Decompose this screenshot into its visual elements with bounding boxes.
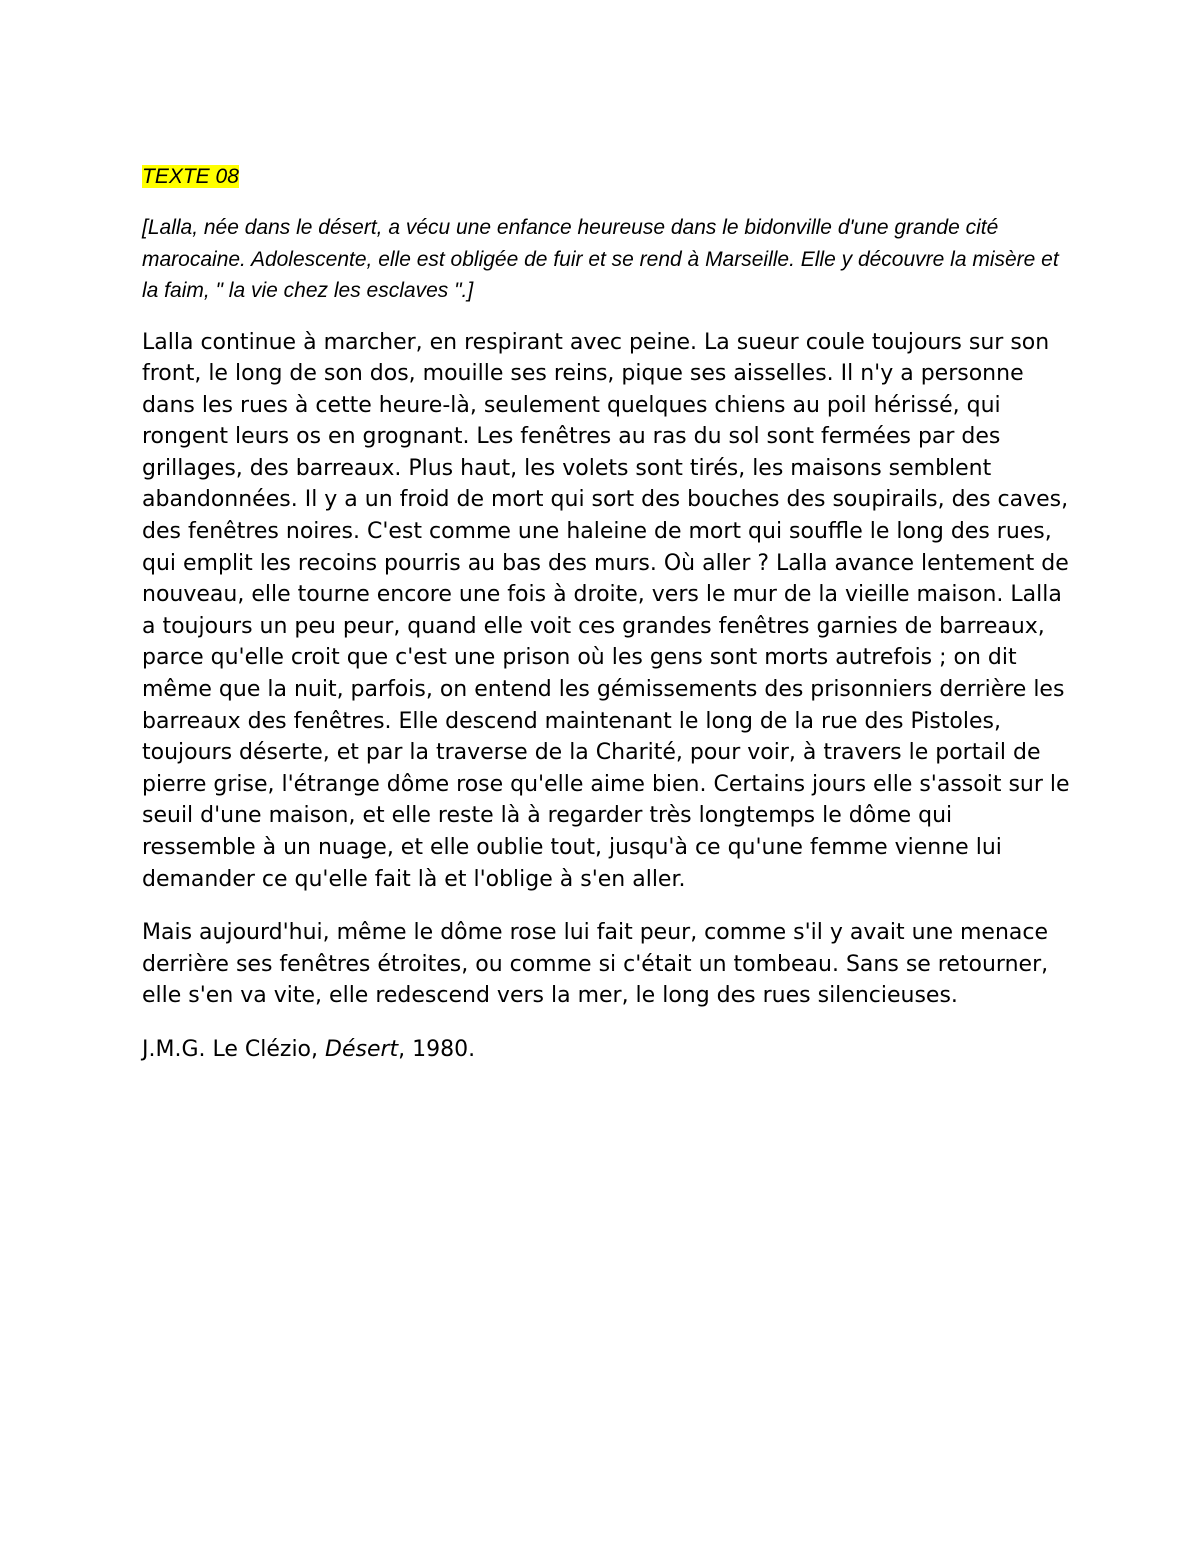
citation-year: , 1980. — [398, 1036, 476, 1062]
body-paragraph-1: Lalla continue à marcher, en respirant avec peine. La sueur coule toujours sur son front, le long de son dos, mouille ses reins, pique ses aisselles. Il n'y a personne dans les rues à cette heure-là, seulement quelques chiens au poil hérissé, qui rongent leurs os en grognant. Les fenêtres au ras du sol sont fermées par des grillages, des barreaux. Plus haut, les volets sont tirés, les maisons semblent abandonnées. Il y a un froid de mort qui sort des bouches des soupirails, des caves, des fenêtres noires. C'est comme une haleine de mort qui souffle le long des rues, qui emplit les recoins pourris au bas des murs. Où aller ? Lalla avance lentement de nouveau, elle tourne encore une fois à droite, vers le mur de la vieille maison. Lalla a toujours un peu peur, quand elle voit ces grandes fenêtres garnies de barreaux, parce qu'elle croit que c'est une prison où les gens sont morts autrefois ; on dit même que la nuit, parfois, on entend les gémissements des prisonniers derrière les barreaux des fenêtres. Elle descend maintenant le long de la rue des Pistoles, toujours déserte, et par la traverse de la Charité, pour voir, à travers le portail de pierre grise, l'étrange dôme rose qu'elle aime bien. Certains jours elle s'assoit sur le seuil d'une maison, et elle reste là à regarder très longtemps le dôme qui ressemble à un nuage, et elle oublie tout, jusqu'à ce qu'une femme vienne lui demander ce qu'elle fait là et l'oblige à s'en aller. — [142, 329, 1070, 892]
document-heading — [142, 162, 1072, 192]
intro-summary: [Lalla, née dans le désert, a vécu une enfance heureuse dans le bidonville d'une grande cité marocaine. Adolescente, elle est obligée de fuir et se rend à Marseille. Elle y découvre la misère et la faim, " la vie chez les esclaves ".] — [142, 216, 1059, 302]
citation — [142, 1034, 1072, 1066]
citation-title: Désert — [325, 1036, 399, 1062]
heading-highlight: TEXTE 08 — [142, 165, 239, 188]
body-paragraph-2: Mais aujourd'hui, même le dôme rose lui fait peur, comme s'il y avait une menace derrière ses fenêtres étroites, ou comme si c'était un tombeau. Sans se retourner, elle s'en va vite, elle redescend vers la mer, le long des rues silencieuses. — [142, 920, 1049, 1009]
citation-author: J.M.G. Le Clézio, — [142, 1036, 326, 1062]
document-page — [142, 162, 1072, 1066]
